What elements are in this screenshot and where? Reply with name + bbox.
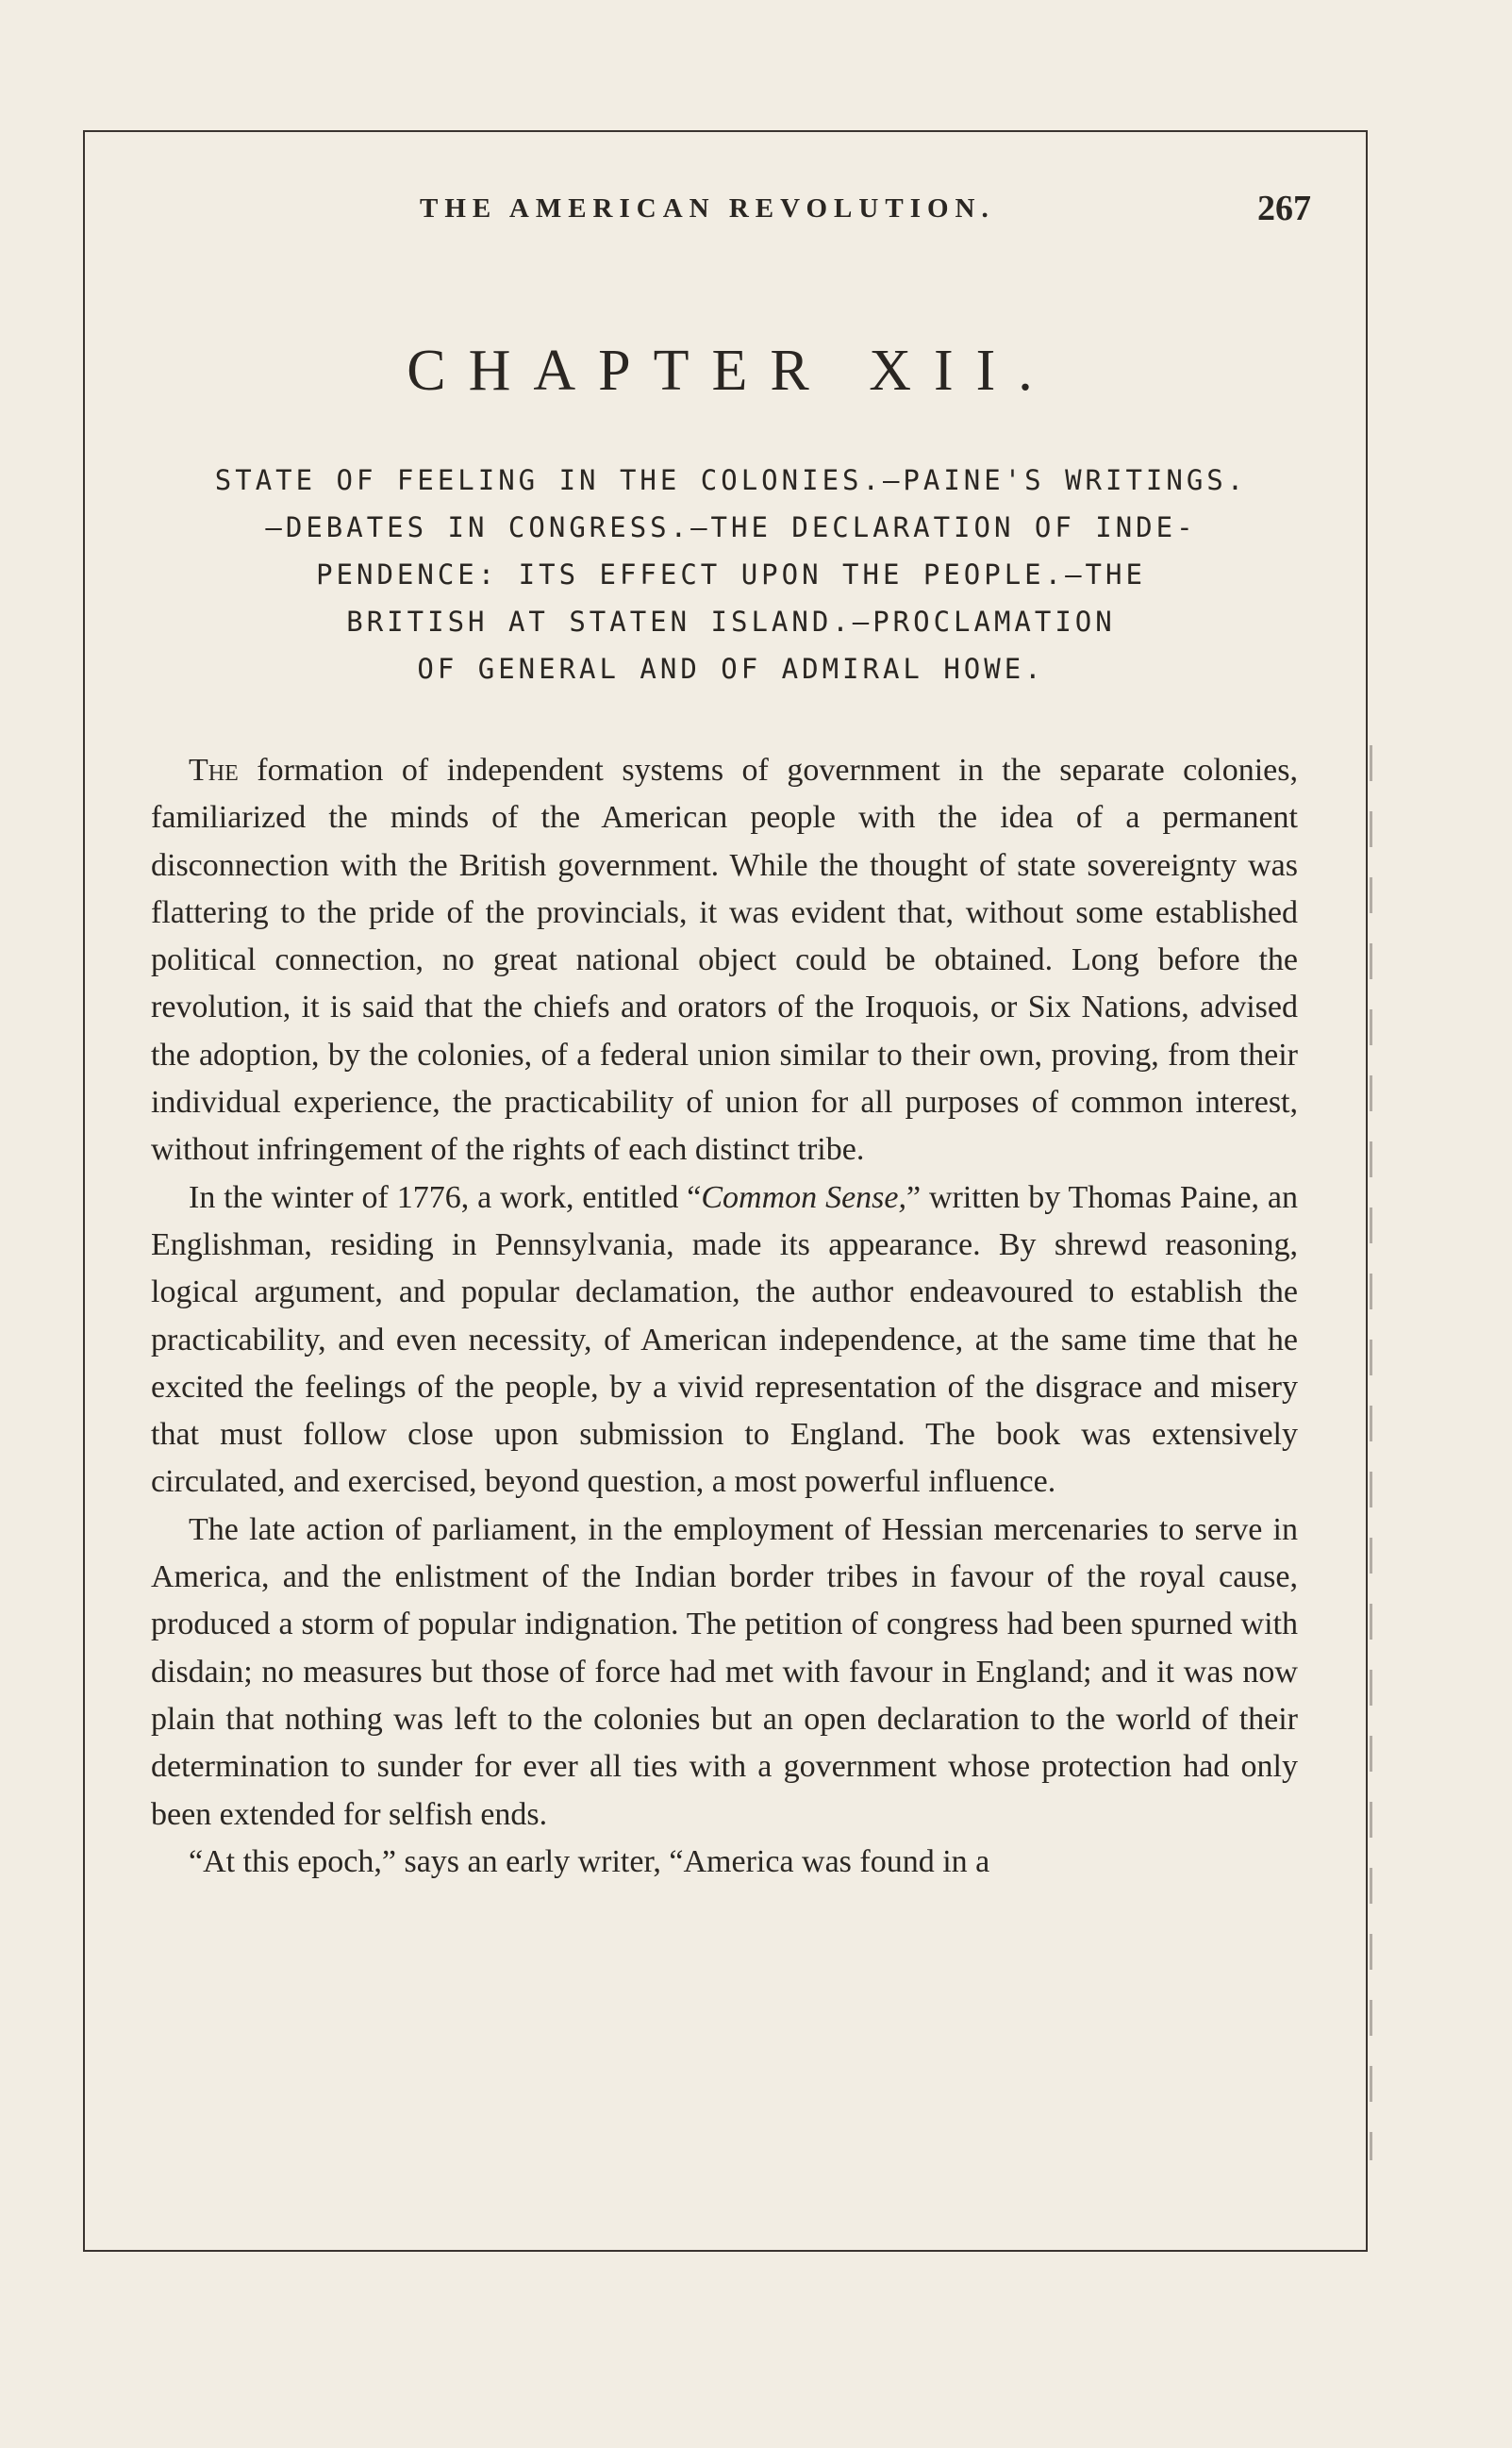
running-head <box>151 189 1311 241</box>
chapter-title: CHAPTER XII. <box>407 339 1055 403</box>
paragraph-text: ” written by Thomas Paine, an Englishman, residing in Pennsylvania, made its appearance. By shrewd reasoning, logical argument, and popular declamation, the author endeavoured to establish the practicability, and even necessity, of American independence, at the same time that he excited the feelings of the people, by a vivid representation of the disgrace and misery that must follow close upon submission to England. The book was extensively circulated, and exercised, beyond question, a most powerful influence. <box>151 1179 1299 1500</box>
paragraph <box>151 1174 1298 1507</box>
running-title: THE AMERICAN REVOLUTION. <box>420 193 995 224</box>
paragraph: “At this epoch,” says an early writer, “America was found in a <box>189 1843 990 1879</box>
page-number: 267 <box>1257 189 1311 228</box>
paragraph <box>151 747 1298 1174</box>
summary-line: BRITISH AT STATEN ISLAND.—PROCLAMATION <box>346 606 1116 638</box>
chapter-summary <box>151 457 1311 692</box>
book-title: Common Sense, <box>701 1179 906 1215</box>
summary-line: PENDENCE: ITS EFFECT UPON THE PEOPLE.—THE <box>316 558 1146 591</box>
summary-line: OF GENERAL AND OF ADMIRAL HOWE. <box>417 653 1045 685</box>
paragraph-text: In the winter of 1776, a work, entitled “ <box>189 1179 702 1215</box>
summary-line: STATE OF FEELING IN THE COLONIES.—PAINE'S WRITINGS. <box>214 464 1248 496</box>
paragraph-lead-word: The <box>189 753 239 788</box>
paragraph: The late action of parliament, in the employment of Hessian mercenaries to serve in America, and the enlistment of the Indian border tribes in favour of the royal cause, produced a storm of popular indignation. The petition of congress had been spurned with disdain; no measures but those of force had met with favour in England; and it was now plain that nothing was left to the colonies but an open declaration to the world of their determination to sunder for ever all ties with a government whose protection had only been extended for selfish ends. <box>151 1511 1298 1832</box>
bleed-through-edge <box>1370 745 1372 2160</box>
body-text <box>151 747 1298 1886</box>
paragraph-text: formation of independent systems of government in the separate colonies, familiarized the minds of the American people with the idea of a permanent disconnection with the British government. While the thought of state sovereignty was flattering to the pride of the provincials, it was evident that, without some established political connection, no great national object could be obtained. Long before the revolution, it is said that the chiefs and orators of the Iroquois, or Six Nations, advised the adoption, by the colonies, of a federal union similar to their own, proving, from their individual experience, the practicability of union for all purposes of common interest, without infringement of the rights of each distinct tribe. <box>151 753 1298 1168</box>
summary-line: —DEBATES IN CONGRESS.—THE DECLARATION OF INDE- <box>265 511 1197 543</box>
